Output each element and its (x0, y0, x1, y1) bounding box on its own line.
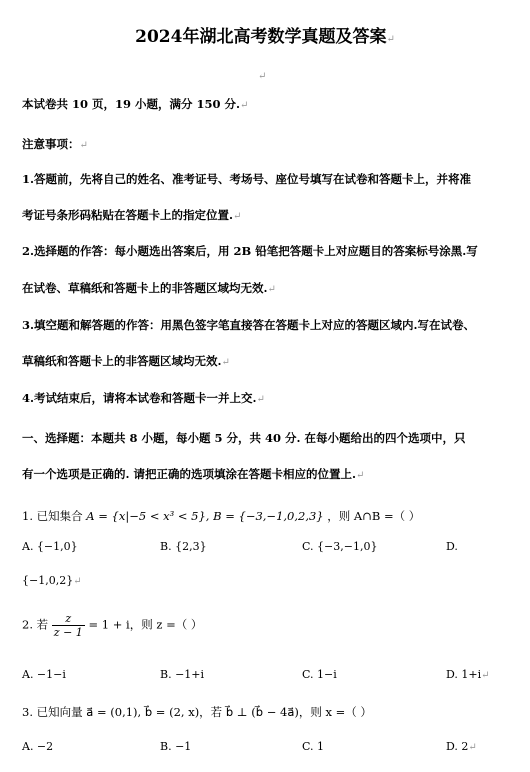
document-title (0, 22, 530, 47)
section-1-line-2: 有一个选项是正确的. 请把正确的选项填涂在答题卡相应的位置上.↵ (22, 467, 365, 481)
paragraph-mark-icon: ↵ (386, 34, 395, 45)
paragraph-mark-icon: ↵ (481, 670, 490, 681)
q3-option-d: D. 2↵ (446, 740, 477, 753)
section-1-line-1: 一、选择题：本题共 8 小题，每小题 5 分，共 40 分. 在每小题给出的四个选项中，只 (22, 431, 466, 445)
notice-1-line-1: 1.答题前，先将自己的姓名、准考证号、考场号、座位号填写在试卷和答题卡上，并将准 (22, 172, 472, 186)
question-1-sets: A = {x|−5 < x³ < 5}, B = {−3,−1,0,2,3} (86, 509, 324, 523)
empty-paragraph (258, 64, 266, 83)
question-2-prefix: 2. 若 (22, 617, 49, 632)
notice-3-line-2: 草稿纸和答题卡上的非答题区域均无效.↵ (22, 354, 230, 368)
paragraph-mark-icon: ↵ (356, 470, 365, 481)
question-3: 3. 已知向量 a⃗ = (0,1), b⃗ = (2, x)，若 b⃗ ⊥ (b⃗ − 4a⃗)，则 x =（ ） (22, 705, 372, 719)
question-1-suffix: ，则 A∩B =（ ） (327, 509, 421, 523)
q2-option-a: A. −1−i (22, 668, 66, 681)
q2-option-b: B. −1+i (160, 668, 205, 681)
question-2-suffix: = 1 + i，则 z =（ ） (88, 617, 203, 632)
q1-option-d: D. (446, 540, 458, 553)
paragraph-mark-icon: ↵ (256, 394, 265, 405)
notice-heading: 注意事项：↵ (22, 137, 88, 151)
notice-2-line-1: 2.选择题的作答：每小题选出答案后，用 2B 铅笔把答题卡上对应题目的答案标号涂黑.写 (22, 244, 478, 258)
question-1 (22, 508, 420, 524)
paragraph-mark-icon: ↵ (221, 357, 230, 368)
q3-option-a: A. −2 (22, 740, 54, 753)
q1-option-b: B. {2,3} (160, 540, 207, 553)
paragraph-mark-icon: ↵ (267, 284, 276, 295)
q3-option-c: C. 1 (302, 740, 325, 753)
notice-4: 4.考试结束后，请将本试卷和答题卡一并上交.↵ (22, 391, 265, 405)
fraction-denominator: z − 1 (53, 626, 83, 639)
paragraph-mark-icon: ↵ (233, 211, 242, 222)
notice-3-line-1: 3.填空题和解答题的作答：用黑色签字笔直接答在答题卡上对应的答题区域内.写在试卷、 (22, 318, 476, 332)
q2-option-d: D. 1+i↵ (446, 668, 490, 681)
question-1-prefix: 1. 已知集合 (22, 509, 83, 523)
q1-option-c: C. {−3,−1,0} (302, 540, 378, 553)
q1-option-a: A. {−1,0} (22, 540, 78, 553)
q3-option-b: B. −1 (160, 740, 192, 753)
q1-option-d-value: {−1,0,2}↵ (22, 574, 82, 587)
paragraph-mark-icon: ↵ (468, 742, 477, 753)
q2-option-c: C. 1−i (302, 668, 337, 681)
paragraph-mark-icon: ↵ (258, 71, 267, 82)
notice-1-line-2: 考证号条形码粘贴在答题卡上的指定位置.↵ (22, 208, 242, 222)
question-2 (22, 612, 202, 639)
paragraph-mark-icon: ↵ (73, 576, 82, 587)
title-text: 2024年湖北高考数学真题及答案 (135, 27, 387, 47)
question-2-fraction (52, 612, 85, 639)
notice-2-line-2: 在试卷、草稿纸和答题卡上的非答题区域均无效.↵ (22, 281, 276, 295)
exam-intro: 本试卷共 10 页，19 小题，满分 150 分.↵ (22, 97, 249, 111)
fraction-numerator: z (52, 612, 85, 626)
paragraph-mark-icon: ↵ (240, 100, 249, 111)
paragraph-mark-icon: ↵ (79, 140, 88, 151)
